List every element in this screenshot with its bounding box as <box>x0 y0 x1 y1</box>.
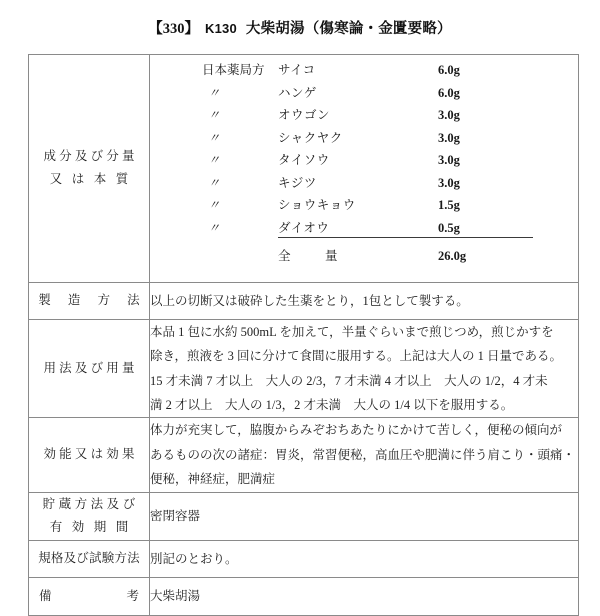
row-value-storage: 密閉容器 <box>150 492 579 541</box>
ingredient-total-label-b: 量 <box>324 248 338 263</box>
title-code: K130 <box>205 21 237 36</box>
ingredient-amount: 3.0g <box>438 108 460 122</box>
row-label-storage-line2: 有 効 期 間 <box>49 520 132 535</box>
table-row-storage <box>29 492 579 541</box>
ingredient-amount: 0.5g <box>438 222 533 239</box>
efficacy-line-1: 体力が充実して，脇腹からみぞおちあたりにかけて苦しく，便秘の傾向が <box>150 423 563 438</box>
ingredient-amount: 6.0g <box>438 63 460 77</box>
row-label-storage-line1: 貯 蔵 方 法 及 び <box>42 496 136 511</box>
row-label-remarks-text <box>29 585 149 609</box>
ingredient-item <box>150 154 578 177</box>
row-label-specification <box>29 541 150 578</box>
ingredient-total-label <box>278 250 438 263</box>
ingredient-item <box>150 87 578 110</box>
row-label-efficacy-text: 効能又は効果 <box>43 447 138 462</box>
ingredient-source: 〃 <box>207 108 220 122</box>
ingredient-total-amount: 26.0g <box>438 248 467 263</box>
ingredient-name: サイコ <box>278 63 316 77</box>
table-row-efficacy <box>29 418 579 492</box>
efficacy-line-2: あるものの次の諸症：胃炎，常習便秘，高血圧や肥満に伴う肩こり・頭痛・ <box>150 447 576 462</box>
dosage-line-2: 除き，煎液を 3 回に分けて食間に服用する。上記は大人の 1 日量である。 <box>150 349 563 364</box>
ingredient-item <box>150 132 578 155</box>
ingredient-source: 〃 <box>207 220 220 235</box>
table-row-specification <box>29 541 579 578</box>
row-label-ingredients <box>29 55 150 283</box>
table-row-manufacturing <box>29 282 579 319</box>
table-row-remarks <box>29 578 579 615</box>
ingredient-source: 〃 <box>207 175 220 190</box>
ingredient-name: オウゴン <box>278 108 331 122</box>
row-label-remarks-a: 備 <box>39 588 52 603</box>
row-value-remarks: 大柴胡湯 <box>150 578 579 615</box>
row-label-manufacturing-text: 製 造 方 法 <box>38 292 147 307</box>
ingredient-item <box>150 64 578 87</box>
ingredient-list <box>150 55 578 282</box>
ingredient-source: 日本薬局方 <box>202 63 265 77</box>
ingredient-amount: 6.0g <box>438 85 460 100</box>
table-row-dosage <box>29 319 579 418</box>
ingredient-item <box>150 222 578 246</box>
ingredient-name: シャクヤク <box>278 130 343 145</box>
row-label-manufacturing <box>29 282 150 319</box>
ingredient-source: 〃 <box>207 85 220 100</box>
ingredient-amount: 3.0g <box>438 153 460 167</box>
title-name: 大柴胡湯 <box>245 21 305 37</box>
ingredient-item <box>150 199 578 222</box>
ingredient-source: 〃 <box>207 153 220 167</box>
efficacy-line-3: 便秘，神経症，肥満症 <box>150 472 276 487</box>
ingredient-name: ダイオウ <box>278 222 438 239</box>
page-title <box>0 17 600 38</box>
drug-spec-table <box>28 54 579 616</box>
dosage-line-1: 本品 1 包に水約 500mL を加えて，半量ぐらいまで煎じつめ，煎じかすを <box>150 324 554 339</box>
row-label-efficacy <box>29 418 150 492</box>
ingredient-name: ショウキョウ <box>278 198 356 212</box>
ingredient-source: 〃 <box>207 198 220 212</box>
row-value-dosage <box>150 319 579 418</box>
ingredient-amount: 3.0g <box>438 175 460 190</box>
row-label-remarks-b: 考 <box>126 588 139 603</box>
row-label-dosage-text: 用法及び用量 <box>43 360 138 375</box>
ingredient-item <box>150 109 578 132</box>
row-label-ingredients-line2: 又 は 本 質 <box>49 172 132 187</box>
title-number: 【330】 <box>148 21 200 37</box>
table-row-ingredients <box>29 55 579 283</box>
ingredient-item <box>150 177 578 200</box>
ingredient-amount: 1.5g <box>438 198 460 212</box>
ingredient-source: 〃 <box>207 130 220 145</box>
ingredient-name: ハンゲ <box>278 85 317 100</box>
dosage-line-4: 満 2 才以上 大人の 1/3，2 才未満 大人の 1/4 以下を服用する。 <box>150 398 514 412</box>
title-source: （傷寒論・金匱要略） <box>304 21 452 37</box>
dosage-line-3: 15 才未満 7 才以上 大人の 2/3，7 才未満 4 才以上 大人の 1/2，4 才未 <box>150 373 548 388</box>
row-label-ingredients-line1: 成分及び分量 <box>43 148 138 163</box>
ingredient-name: キジツ <box>278 175 317 190</box>
row-value-manufacturing: 以上の切断又は破砕した生薬をとり，1包として製する。 <box>150 282 579 319</box>
row-value-ingredients <box>150 55 579 283</box>
ingredient-total-label-a: 全 <box>278 248 292 263</box>
ingredient-name: タイソウ <box>278 153 330 167</box>
row-label-dosage <box>29 319 150 418</box>
row-value-efficacy <box>150 418 579 492</box>
row-label-remarks <box>29 578 150 615</box>
ingredient-amount: 3.0g <box>438 130 460 145</box>
ingredient-total-row <box>150 246 578 274</box>
row-label-specification-text: 規格及び試験方法 <box>38 551 140 566</box>
row-value-specification: 別記のとおり。 <box>150 541 579 578</box>
row-label-storage <box>29 492 150 541</box>
